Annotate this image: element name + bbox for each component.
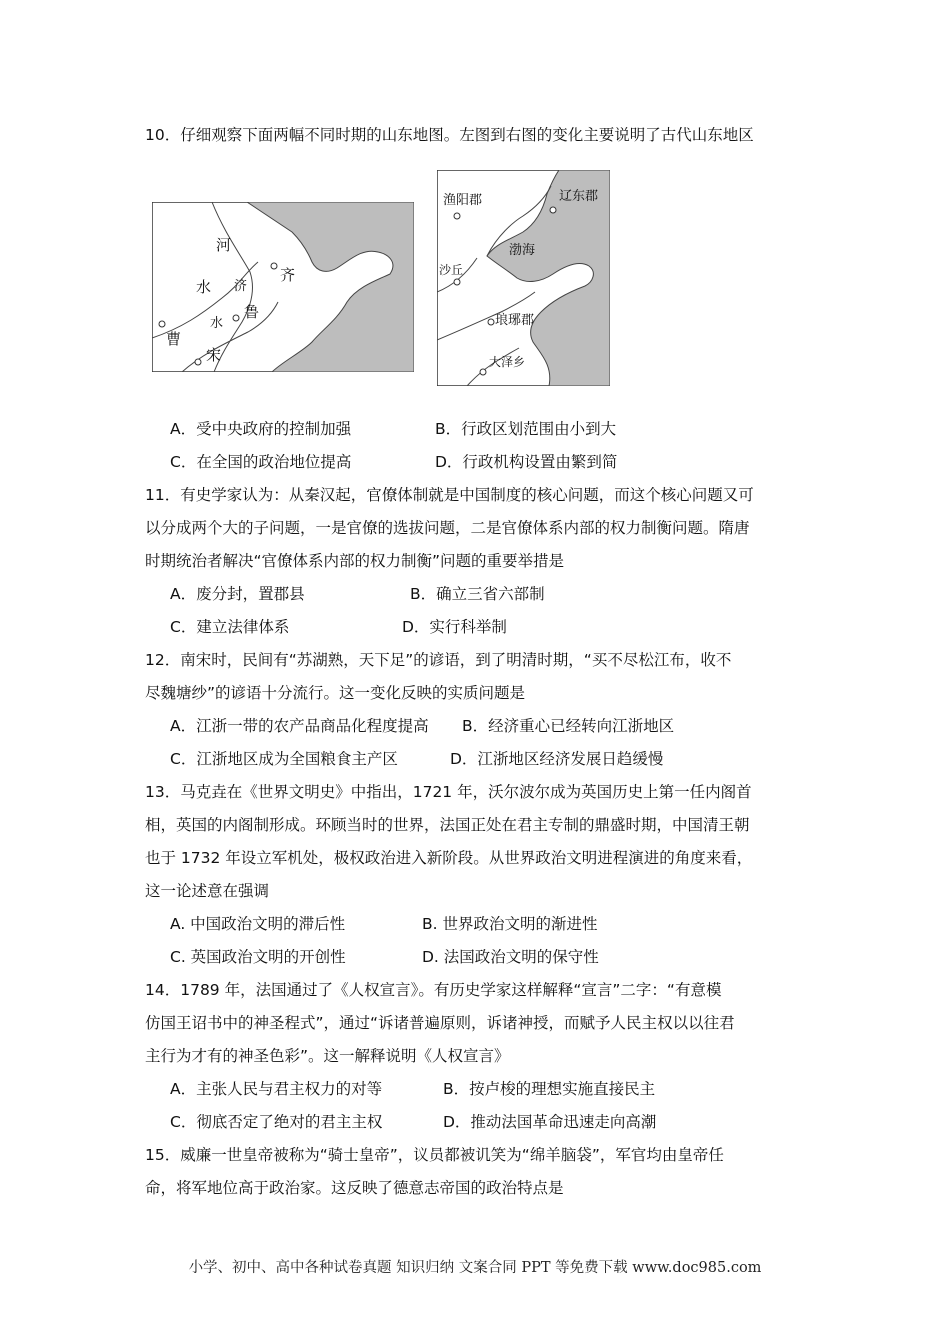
q12-option-d: D．江浙地区经济发展日趋缓慢: [450, 750, 664, 768]
q12-stem-line: 尽魏塘纱”的谚语十分流行。这一变化反映的实质问题是: [145, 684, 526, 702]
q11-option-c: C．建立法律体系: [170, 618, 290, 636]
map-left-city-dot: [271, 263, 277, 269]
map-right-label: 渔阳郡: [443, 193, 483, 208]
q10-option-c: C．在全国的政治地位提高: [170, 453, 352, 471]
map-right-city-dot: [454, 279, 460, 285]
q14-stem-line: 主行为才有的神圣色彩”。这一解释说明《人权宣言》: [145, 1047, 510, 1065]
page-footer: 小学、初中、高中各种试卷真题 知识归纳 文案合同 PPT 等免费下载 www.doc985.com: [188, 1260, 762, 1276]
map-left-city-dot: [159, 321, 165, 327]
map-right-label: 大泽乡: [489, 355, 526, 369]
q12-option-b: B．经济重心已经转向江浙地区: [462, 717, 675, 735]
map-right-city-dot: [480, 369, 486, 375]
q14-stem-line: 14．1789 年，法国通过了《人权宣言》。有历史学家这样解释“宣言”二字：“有意模: [145, 981, 722, 999]
map-left-label: 水: [210, 316, 224, 331]
q14-option-d: D．推动法国革命迅速走向高潮: [443, 1113, 657, 1131]
map-right-city-dot: [454, 213, 460, 219]
q10-option-d: D．行政机构设置由繁到简: [435, 453, 618, 471]
map-left-label: 曹: [166, 330, 182, 348]
q11-stem-line: 11．有史学家认为：从秦汉起，官僚体制就是中国制度的核心问题，而这个核心问题又可: [145, 486, 754, 504]
map-left-label: 齐: [280, 266, 296, 284]
q11-stem-line: 以分成两个大的子问题，一是官僚的选拔问题，二是官僚体系内部的权力制衡问题。隋唐: [145, 519, 750, 537]
q13-stem-line: 这一论述意在强调: [145, 882, 270, 900]
map-right-label: 琅琊郡: [495, 313, 535, 328]
q11-option-d: D．实行科举制: [402, 618, 507, 636]
q12-stem-line: 12．南宋时，民间有“苏湖熟，天下足”的谚语，到了明清时期，“买不尽松江布，收不: [145, 651, 732, 669]
map-right-label: 辽东郡: [559, 189, 599, 204]
q13-option-d: D. 法国政治文明的保守性: [422, 948, 599, 966]
map-left-label: 宋: [206, 346, 222, 364]
q15-stem-line: 命，将军地位高于政治家。这反映了德意志帝国的政治特点是: [145, 1179, 564, 1197]
map-right: [437, 170, 610, 386]
q10-stem: 10．仔细观察下面两幅不同时期的山东地图。左图到右图的变化主要说明了古代山东地区: [145, 126, 754, 144]
q11-stem-line: 时期统治者解决“官僚体系内部的权力制衡”问题的重要举措是: [145, 552, 565, 570]
map-right-label: 渤海: [509, 243, 536, 258]
q10-option-a: A．受中央政府的控制加强: [170, 420, 352, 438]
map-left-label: 济: [234, 279, 248, 294]
q11-option-b: B．确立三省六部制: [410, 585, 545, 603]
map-left-label: 水: [196, 278, 212, 296]
q14-option-b: B．按卢梭的理想实施直接民主: [443, 1080, 656, 1098]
map-left: [152, 202, 414, 372]
q12-option-a: A．江浙一带的农产品商品化程度提高: [170, 717, 429, 735]
q13-option-c: C. 英国政治文明的开创性: [170, 948, 346, 966]
q11-option-a: A．废分封，置郡县: [170, 585, 305, 603]
q15-stem-line: 15．威廉一世皇帝被称为“骑士皇帝”，议员都被讥笑为“绵羊脑袋”，军官均由皇帝任: [145, 1146, 724, 1164]
q13-option-b: B. 世界政治文明的渐进性: [422, 915, 598, 933]
q14-option-a: A．主张人民与君主权力的对等: [170, 1080, 383, 1098]
map-left-city-dot: [233, 315, 239, 321]
map-left-label: 鲁: [244, 303, 260, 321]
map-left-city-dot: [195, 359, 201, 365]
q13-stem-line: 也于 1732 年设立军机处，极权政治进入新阶段。从世界政治文明进程演进的角度来看，: [145, 849, 753, 867]
map-left-label: 河: [216, 236, 232, 254]
map-right-city-dot: [488, 319, 494, 325]
map-right-label: 沙丘: [439, 263, 464, 277]
q13-stem-line: 13．马克垚在《世界文明史》中指出，1721 年，沃尔波尔成为英国历史上第一任内阁首: [145, 783, 752, 801]
q14-stem-line: 仿国王诏书中的神圣程式”，通过“诉诸普遍原则，诉诸神授，而赋予人民主权以以往君: [145, 1014, 735, 1032]
q12-option-c: C．江浙地区成为全国粮食主产区: [170, 750, 398, 768]
q14-option-c: C．彻底否定了绝对的君主主权: [170, 1113, 383, 1131]
map-right-city-dot: [550, 207, 556, 213]
q10-option-b: B．行政区划范围由小到大: [435, 420, 617, 438]
q13-stem-line: 相，英国的内阁制形成。环顾当时的世界，法国正处在君主专制的鼎盛时期，中国清王朝: [145, 816, 750, 834]
q13-option-a: A. 中国政治文明的滞后性: [170, 915, 346, 933]
